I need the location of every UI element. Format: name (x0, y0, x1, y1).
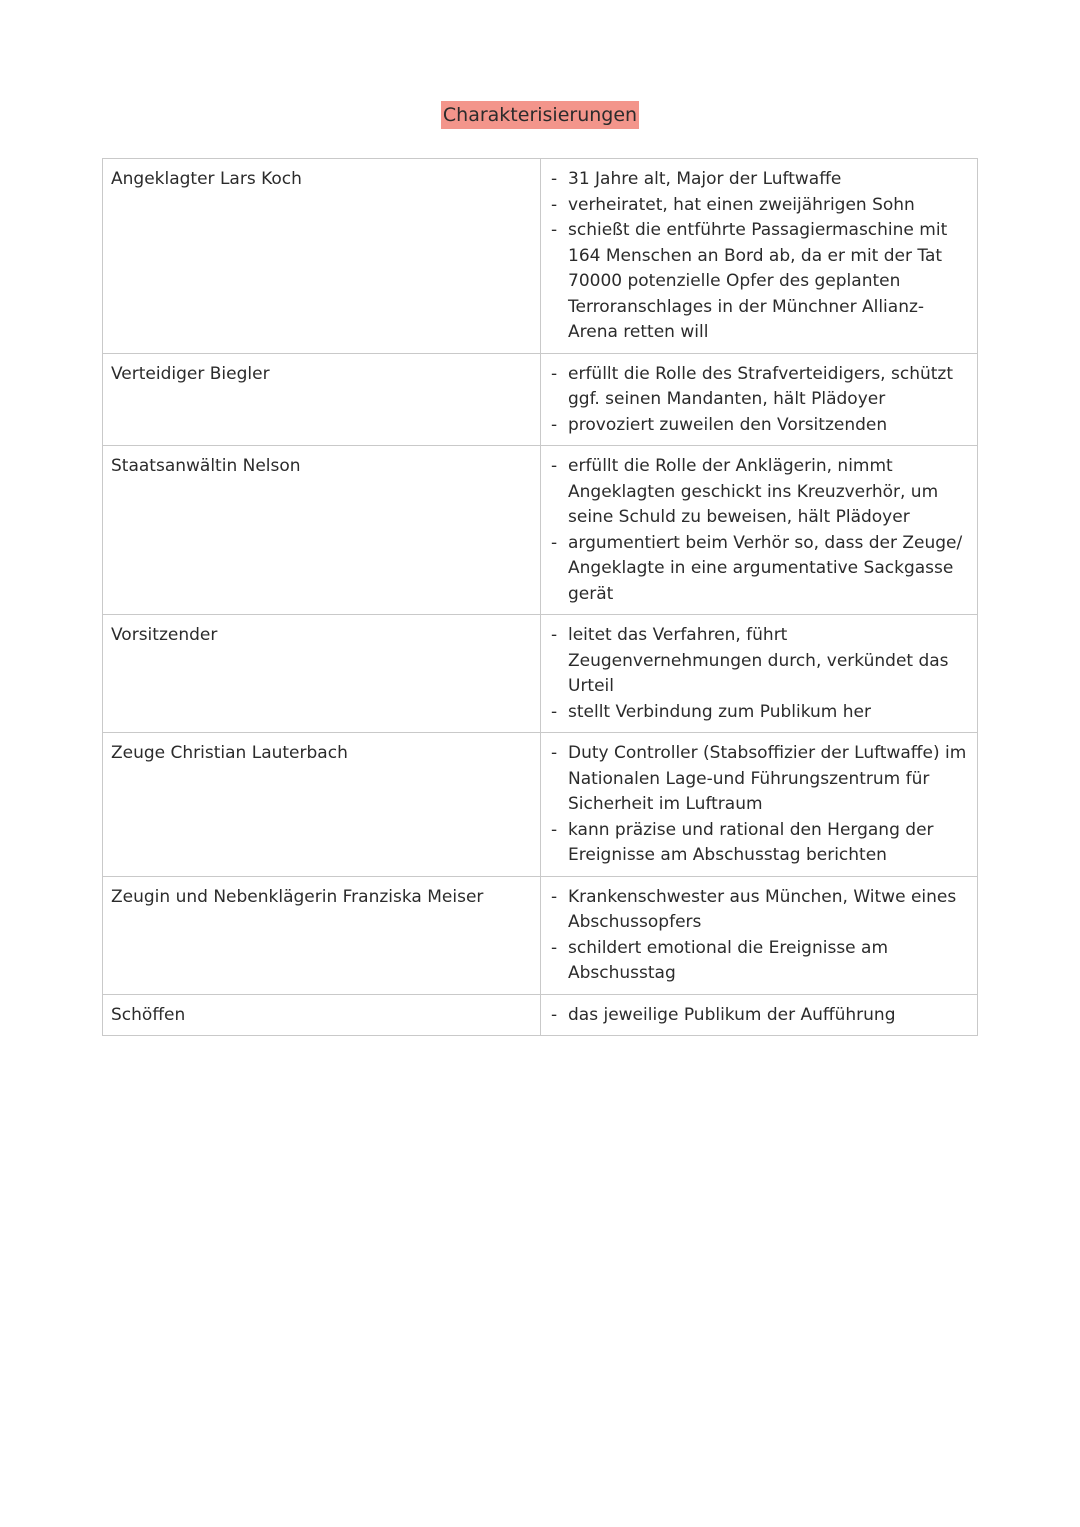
character-description (541, 994, 978, 1036)
character-description (541, 733, 978, 877)
character-description (541, 876, 978, 994)
description-list (549, 362, 969, 439)
character-name: Zeuge Christian Lauterbach (103, 733, 541, 877)
list-item: - das jeweilige Publikum der Aufführung (549, 1003, 969, 1029)
character-name: Schöffen (103, 994, 541, 1036)
list-item: - Duty Controller (Stabsoffizier der Luftwaffe) im Nationalen Lage-und Führungszentrum für Sicherheit im Luftraum (549, 741, 969, 818)
character-description (541, 446, 978, 615)
table-row (103, 994, 978, 1036)
description-list (549, 1003, 969, 1029)
list-item: - leitet das Verfahren, führt Zeugenvernehmungen durch, verkündet das Urteil (549, 623, 969, 700)
list-item: - 31 Jahre alt, Major der Luftwaffe (549, 167, 969, 193)
title-wrapper (0, 101, 1080, 129)
table-row (103, 159, 978, 354)
list-item: - erfüllt die Rolle der Anklägerin, nimmt Angeklagten geschickt ins Kreuzverhör, um seine Schuld zu beweisen, hält Plädoyer (549, 454, 969, 531)
table-row (103, 876, 978, 994)
character-name: Zeugin und Nebenklägerin Franziska Meiser (103, 876, 541, 994)
list-item: - verheiratet, hat einen zweijährigen Sohn (549, 193, 969, 219)
character-name: Angeklagter Lars Koch (103, 159, 541, 354)
character-name: Verteidiger Biegler (103, 353, 541, 446)
character-description (541, 353, 978, 446)
description-list (549, 623, 969, 725)
list-item: - argumentiert beim Verhör so, dass der Zeuge/ Angeklagte in eine argumentative Sackgasse gerät (549, 531, 969, 608)
character-name: Vorsitzender (103, 615, 541, 733)
description-list (549, 741, 969, 869)
description-list (549, 454, 969, 607)
page-title: Charakterisierungen (441, 101, 639, 129)
list-item: - provoziert zuweilen den Vorsitzenden (549, 413, 969, 439)
character-description (541, 159, 978, 354)
characterization-table (102, 158, 978, 1036)
table-row (103, 353, 978, 446)
table-row (103, 615, 978, 733)
list-item: - schildert emotional die Ereignisse am Abschusstag (549, 936, 969, 987)
table-row (103, 733, 978, 877)
list-item: - stellt Verbindung zum Publikum her (549, 700, 969, 726)
list-item: - Krankenschwester aus München, Witwe eines Abschussopfers (549, 885, 969, 936)
table-row (103, 446, 978, 615)
description-list (549, 885, 969, 987)
character-description (541, 615, 978, 733)
table-body (103, 159, 978, 1036)
list-item: - kann präzise und rational den Hergang der Ereignisse am Abschusstag berichten (549, 818, 969, 869)
list-item: - schießt die entführte Passagiermaschine mit 164 Menschen an Bord ab, da er mit der Tat 70000 potenzielle Opfer des geplanten Terroranschlages in der Münchner Allianz-Arena retten will (549, 218, 969, 346)
character-name: Staatsanwältin Nelson (103, 446, 541, 615)
description-list (549, 167, 969, 346)
list-item: - erfüllt die Rolle des Strafverteidigers, schützt ggf. seinen Mandanten, hält Plädoyer (549, 362, 969, 413)
